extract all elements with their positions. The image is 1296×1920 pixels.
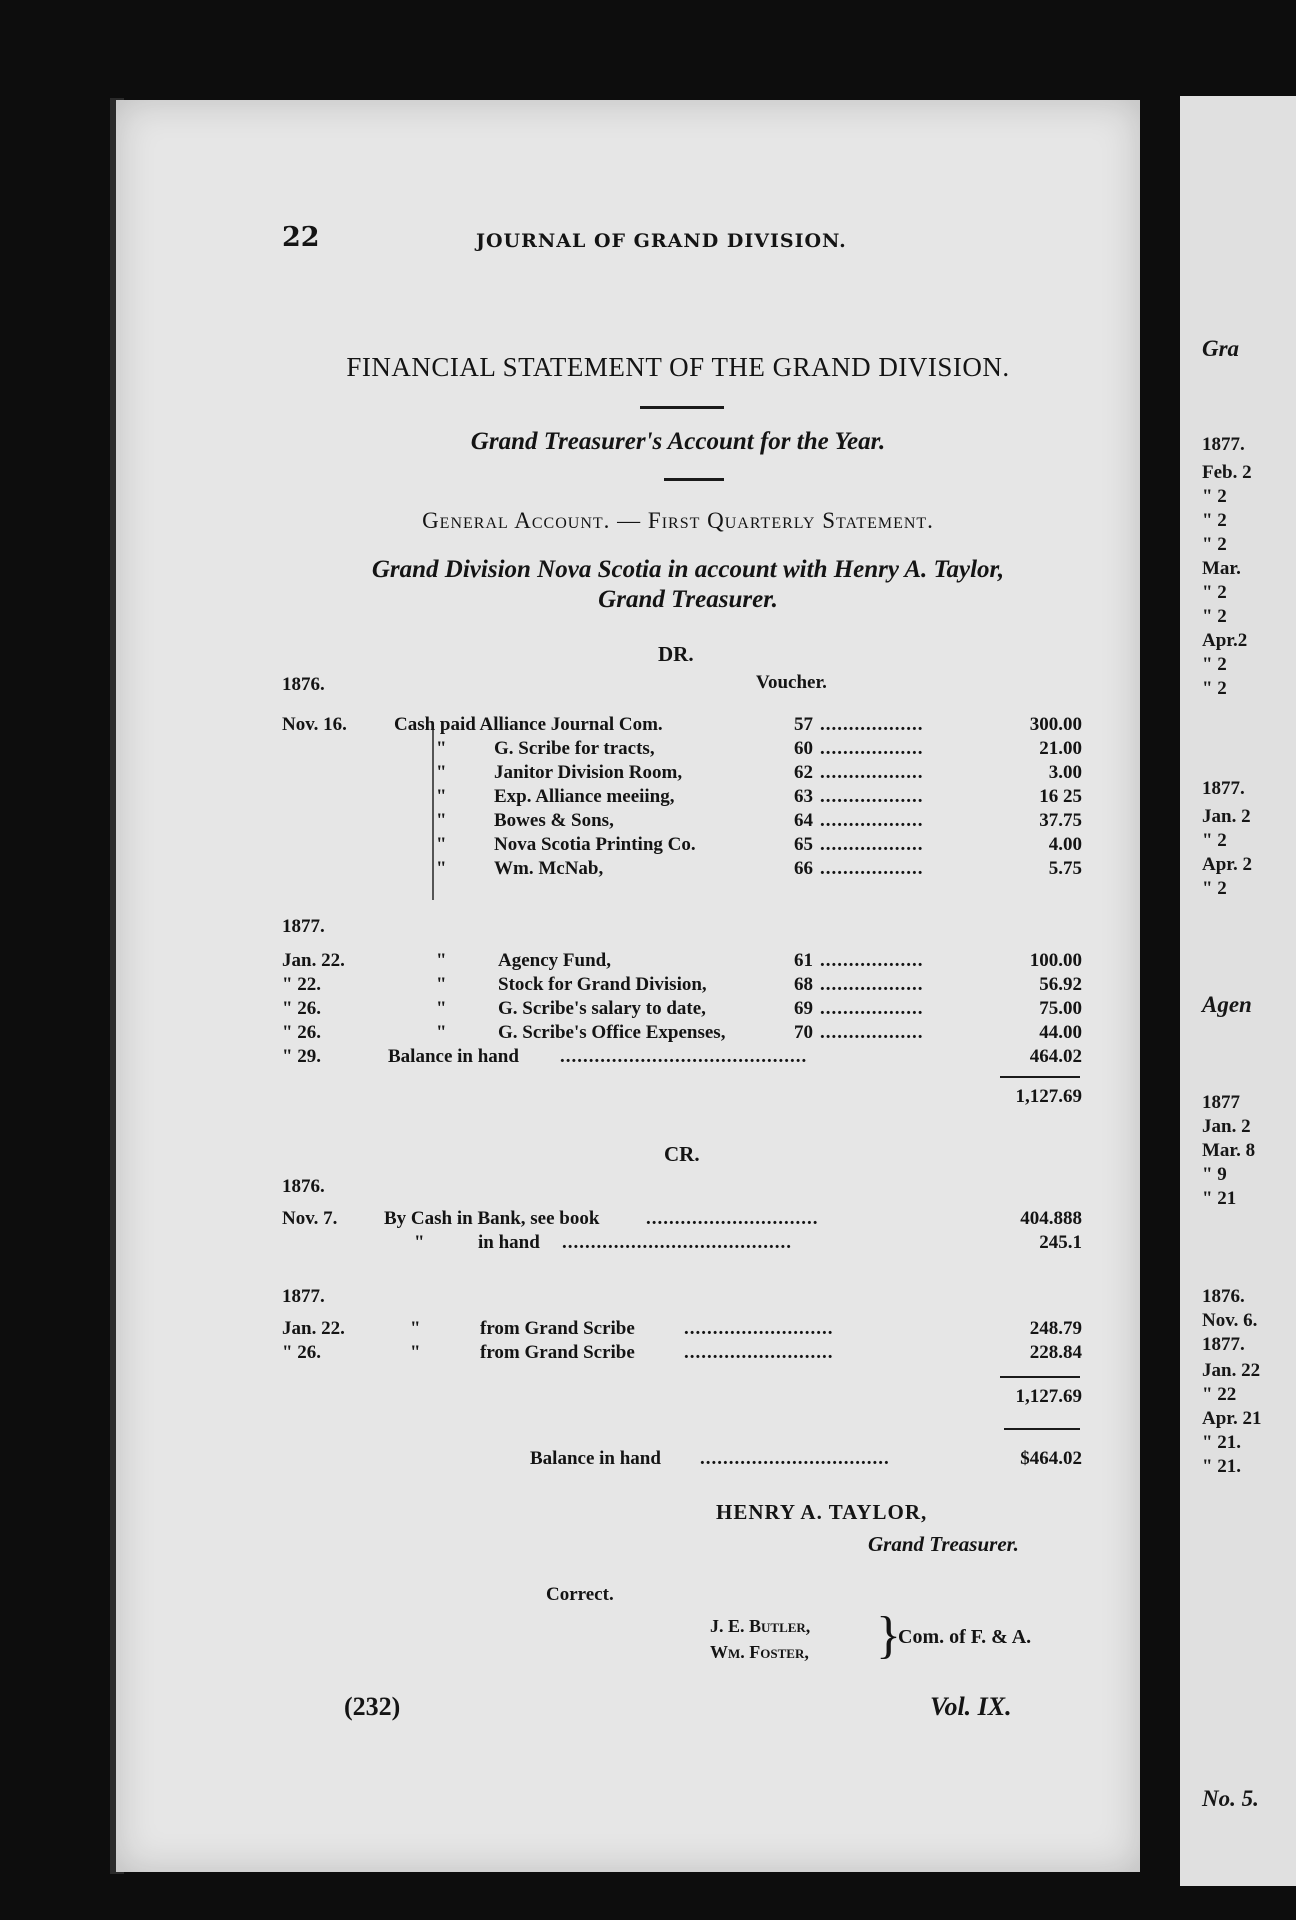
leader-dots: ...........................................: [560, 1046, 808, 1067]
debit-heading: DR.: [658, 642, 694, 666]
fragment-text: " 21: [1202, 1188, 1237, 1209]
leader-dots: ..................: [820, 1022, 924, 1043]
fragment-text: " 2: [1202, 606, 1227, 627]
leader-dots: ..................: [820, 762, 924, 783]
year-label: 1877.: [282, 1286, 325, 1307]
row-amount: 464.02: [1029, 1046, 1082, 1067]
fragment-text: Mar.: [1202, 558, 1241, 579]
brace-icon: }: [876, 1607, 901, 1664]
row-amount: 245.1: [1039, 1232, 1082, 1253]
row-date: " 26.: [282, 1342, 322, 1363]
row-description: G. Scribe's Office Expenses,: [498, 1022, 726, 1043]
row-amount: 4.00: [1048, 834, 1082, 855]
fragment-text: " 2: [1202, 582, 1227, 603]
ditto-mark: ": [436, 858, 447, 879]
voucher-number: 69: [794, 998, 813, 1019]
subtitle-rule: [664, 478, 724, 481]
row-amount: 228.84: [1029, 1342, 1082, 1363]
ditto-mark: ": [436, 834, 447, 855]
total-rule: [1000, 1076, 1080, 1078]
row-description: from Grand Scribe: [480, 1342, 635, 1363]
fragment-text: " 21.: [1202, 1432, 1242, 1453]
fragment-text: " 2: [1202, 534, 1227, 555]
row-description: Wm. McNab,: [494, 858, 604, 879]
fragment-text: " 9: [1202, 1164, 1227, 1185]
fragment-text: 1877.: [1202, 434, 1245, 455]
page-number: 22: [282, 222, 320, 253]
title-rule: [640, 406, 724, 409]
account-line: Grand Division Nova Scotia in account with Henry A. Taylor,: [371, 556, 1005, 583]
leader-dots: ..................: [820, 998, 924, 1019]
fragment-text: Gra: [1202, 336, 1240, 361]
ditto-mark: ": [436, 1022, 447, 1043]
fragment-text: Jan. 2: [1202, 806, 1251, 827]
section-heading: General Account. — First Quarterly Statement.: [422, 508, 934, 533]
total-rule: [1004, 1428, 1080, 1430]
row-description: Bowes & Sons,: [494, 810, 614, 831]
row-description: in hand: [478, 1232, 540, 1253]
row-description: Exp. Alliance meeiing,: [494, 786, 675, 807]
row-date: " 26.: [282, 1022, 322, 1043]
voucher-number: 62: [794, 762, 813, 783]
fragment-text: Agen: [1202, 992, 1252, 1017]
leader-dots: ..........................: [684, 1318, 834, 1339]
fragment-text: " 2: [1202, 830, 1227, 851]
voucher-number: 61: [794, 950, 813, 971]
row-amount: 404.888: [1020, 1208, 1082, 1229]
ditto-mark: ": [436, 786, 447, 807]
row-date: Jan. 22.: [282, 950, 345, 971]
row-description: Stock for Grand Division,: [498, 974, 707, 995]
ditto-mark: ": [414, 1232, 425, 1253]
leader-dots: ..................: [820, 738, 924, 759]
running-head: JOURNAL OF GRAND DIVISION.: [476, 230, 847, 252]
leader-dots: ..................: [820, 974, 924, 995]
fragment-text: " 2: [1202, 878, 1227, 899]
voucher-number: 57: [794, 714, 813, 735]
fragment-text: 1876.: [1202, 1286, 1245, 1307]
year-label: 1877.: [282, 916, 325, 937]
total-rule: [1000, 1376, 1080, 1378]
row-amount: 16 25: [1039, 786, 1082, 807]
ditto-mark: ": [436, 950, 447, 971]
voucher-number: 65: [794, 834, 813, 855]
year-label: 1876.: [282, 1176, 325, 1197]
row-amount: 75.00: [1039, 998, 1082, 1019]
voucher-number: 63: [794, 786, 813, 807]
row-amount: 300.00: [1029, 714, 1082, 735]
committee-label: Com. of F. & A.: [898, 1626, 1032, 1648]
row-amount: 248.79: [1029, 1318, 1082, 1339]
row-amount: 3.00: [1048, 762, 1082, 783]
row-amount: 37.75: [1039, 810, 1082, 831]
signer-title: Grand Treasurer.: [868, 1532, 1019, 1556]
leader-dots: ..................: [820, 714, 924, 735]
row-date: Nov. 16.: [282, 714, 347, 735]
fragment-text: Mar. 8: [1202, 1140, 1256, 1161]
fragment-text: 1877.: [1202, 1334, 1245, 1355]
row-description: Balance in hand: [388, 1046, 519, 1067]
row-date: " 22.: [282, 974, 322, 995]
voucher-number: 68: [794, 974, 813, 995]
footer-page-ref: (232): [344, 1692, 401, 1721]
row-description: Nova Scotia Printing Co.: [494, 834, 696, 855]
row-amount: 56.92: [1039, 974, 1082, 995]
ditto-column-line: [432, 730, 434, 900]
ditto-mark: ": [436, 810, 447, 831]
ditto-mark: ": [436, 738, 447, 759]
footer-volume: Vol. IX.: [930, 1692, 1012, 1721]
fragment-text: Apr. 21: [1202, 1408, 1262, 1429]
page-title: FINANCIAL STATEMENT OF THE GRAND DIVISION.: [346, 352, 1010, 382]
fragment-text: " 2: [1202, 678, 1227, 699]
row-date: Nov. 7.: [282, 1208, 338, 1229]
balance-amount: $464.02: [1020, 1448, 1082, 1469]
row-amount: 21.00: [1039, 738, 1082, 759]
fragment-text: Apr. 2: [1202, 854, 1252, 875]
ditto-mark: ": [436, 998, 447, 1019]
fragment-text: Feb. 2: [1202, 462, 1252, 483]
row-amount: 5.75: [1048, 858, 1082, 879]
leader-dots: ..................: [820, 950, 924, 971]
fragment-text: Nov. 6.: [1202, 1310, 1258, 1331]
credit-total: 1,127.69: [1015, 1386, 1082, 1407]
voucher-number: 60: [794, 738, 813, 759]
fragment-text: " 2: [1202, 510, 1227, 531]
ditto-mark: ": [410, 1318, 421, 1339]
fragment-text: " 2: [1202, 486, 1227, 507]
row-description: By Cash in Bank, see book: [384, 1208, 600, 1229]
debit-total: 1,127.69: [1015, 1086, 1082, 1107]
subtitle: Grand Treasurer's Account for the Year.: [470, 428, 886, 455]
voucher-number: 66: [794, 858, 813, 879]
leader-dots: .................................: [700, 1448, 890, 1469]
row-description: Cash paid Alliance Journal Com.: [394, 714, 663, 735]
leader-dots: ..................: [820, 810, 924, 831]
row-description: G. Scribe's salary to date,: [498, 998, 706, 1019]
leader-dots: ..........................: [684, 1342, 834, 1363]
row-description: G. Scribe for tracts,: [494, 738, 655, 759]
voucher-number: 70: [794, 1022, 813, 1043]
signer-name: HENRY A. TAYLOR,: [716, 1500, 928, 1524]
ditto-mark: ": [436, 762, 447, 783]
committee-signer: Wm. Foster,: [710, 1642, 809, 1662]
row-amount: 100.00: [1029, 950, 1082, 971]
fragment-text: Apr.2: [1202, 630, 1248, 651]
committee-signer: J. E. Butler,: [710, 1616, 811, 1636]
fragment-text: 1877.: [1202, 778, 1245, 799]
balance-label: Balance in hand: [530, 1448, 661, 1469]
row-date: " 29.: [282, 1046, 322, 1067]
row-description: Agency Fund,: [498, 950, 611, 971]
fragment-text: " 2: [1202, 654, 1227, 675]
fragment-text: " 22: [1202, 1384, 1237, 1405]
leader-dots: ........................................: [562, 1232, 792, 1253]
year-label: 1876.: [282, 674, 325, 695]
fragment-text: Jan. 22: [1202, 1360, 1261, 1381]
voucher-number: 64: [794, 810, 813, 831]
row-amount: 44.00: [1039, 1022, 1082, 1043]
leader-dots: ..................: [820, 834, 924, 855]
correct-label: Correct.: [546, 1584, 614, 1605]
ditto-mark: ": [410, 1342, 421, 1363]
row-date: " 26.: [282, 998, 322, 1019]
fragment-text: " 21.: [1202, 1456, 1242, 1477]
account-line: Grand Treasurer.: [598, 586, 778, 613]
fragment-text: 1877: [1202, 1092, 1240, 1113]
credit-heading: CR.: [664, 1142, 700, 1166]
ditto-mark: ": [436, 974, 447, 995]
row-description: Janitor Division Room,: [494, 762, 683, 783]
leader-dots: ..................: [820, 858, 924, 879]
row-date: Jan. 22.: [282, 1318, 345, 1339]
leader-dots: ..................: [820, 786, 924, 807]
fragment-text: No. 5.: [1202, 1786, 1259, 1811]
leader-dots: ..............................: [646, 1208, 819, 1229]
voucher-header: Voucher.: [756, 672, 827, 693]
fragment-text: Jan. 2: [1202, 1116, 1251, 1137]
row-description: from Grand Scribe: [480, 1318, 635, 1339]
